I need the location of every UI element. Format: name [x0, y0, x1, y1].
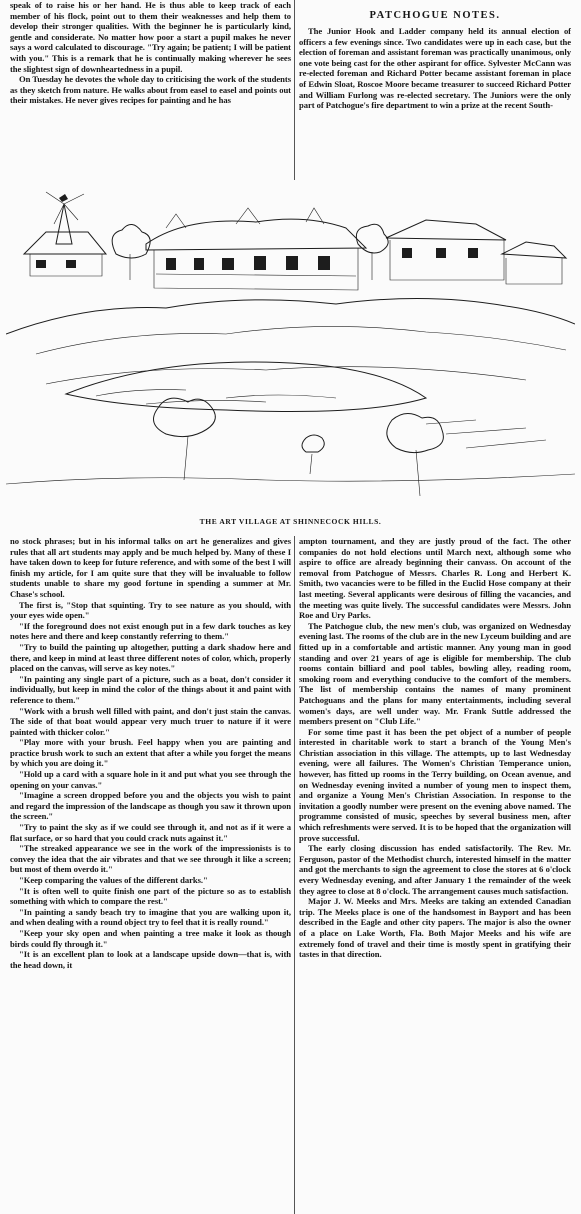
paragraph: no stock phrases; but in his informal talks on art he generalizes and gives rules that all art students may apply and be much helped by. Many of these I have taken down to keep for future reference, and with some of the best I will finish my article, for I am quite sure that they will be invaluable to follow students unable to share my good fortune in spending a summer at Mr. Chase's school.: [10, 536, 291, 599]
paragraph: "Try to build the painting up altogether, putting a dark shadow here and there, and keep in mind at least three different notes of color, which, properly placed on the canvas, will serve as key notes.": [10, 641, 291, 674]
tree-clumps: [112, 224, 388, 280]
paragraph: "Try to paint the sky as if we could see through it, and not as if it were a flat surface, or so hard that you could crack nuts against it.": [10, 822, 291, 843]
paragraph: The early closing discussion has ended satisfactorily. The Rev. Mr. Ferguson, pastor of the Methodist church, interested himself in the matter and got the merchants to sign the agreement to close the stores at 6 o'clock every Wednesday evening, and after January 1 the remainder of the week they agree to close at 8 o'clock. The arrangement causes much satisfaction.: [299, 843, 571, 896]
article-continued-top-left: [10, 0, 291, 178]
paragraph: "Hold up a card with a square hole in it and put what you see through the opening on your canvas.": [10, 769, 291, 790]
section-heading: PATCHOGUE NOTES.: [369, 10, 501, 21]
paragraph: "Play more with your brush. Feel happy when you are painting and practice brush work to such an extent that after a while you forget the means by which you are doing it.": [10, 737, 291, 769]
paragraph: On Tuesday he devotes the whole day to criticising the work of the students as they sketch from nature. He walks about from easel to easel and points out their mistakes. He never gives recipes for painting and he has: [10, 74, 291, 106]
paragraph: "If the foreground does not exist enough put in a few dark touches as key notes here and there and keep constantly referring to them.": [10, 620, 291, 642]
column-rule: [294, 0, 295, 180]
paragraph: Major J. W. Meeks and Mrs. Meeks are taking an extended Canadian trip. The Meeks place is one of the handsomest in Bayport and has been described in the Eagle and other city papers. The major is also the owner of a place on Lake Worth, Fla. Both Major Meeks and his wife are extremely fond of travel and their time is mostly spent in gratifying their tastes in that direction.: [299, 896, 571, 960]
paragraph: "It is an excellent plan to look at a landscape upside down—that is, with the head down, it: [10, 949, 291, 970]
paragraph: The first is, "Stop that squinting. Try to see nature as you should, with your eyes wide open.": [10, 599, 291, 621]
illustration-caption: THE ART VILLAGE AT SHINNECOCK HILLS.: [199, 517, 382, 526]
art-village-illustration: [6, 184, 575, 514]
paragraph: "It is often well to quite finish one part of the picture so as to establish something with which to compare the rest.": [10, 885, 291, 907]
paragraph: "In painting a sandy beach try to imagine that you are walking upon it, and when dealing with a round object try to feel that it is really round.": [10, 906, 291, 928]
paragraph: "Keep your sky open and when painting a tree make it look as though birds could fly through it.": [10, 927, 291, 949]
paragraph: "Imagine a screen dropped before you and the objects you wish to paint and regard the impression of the landscape as though you saw it thrown upon the screen.": [10, 790, 291, 822]
paragraph: "In painting any single part of a picture, such as a boat, don't consider it individually, but keep in mind the color of the things about it and paint with reference to them.": [10, 673, 291, 705]
article-bottom-left: [10, 536, 291, 1214]
paragraph: ampton tournament, and they are justly proud of the fact. The other companies do not hold elections until March next, although some who aspire to office are already beginning their canvass. On account of the removal from Patchogue of Messrs. Charles R. Long and Herbert K. Smith, two vacancies were to be filled in the Euclid Hose company at their last meeting. Several applicants were desirous of filling the vacancies, and the meeting was quite lively. The successful candidates were Messrs. John Roe and Ury Parks.: [299, 536, 571, 621]
windmill-drawing: [46, 192, 84, 244]
paragraph: The Junior Hook and Ladder company held its annual election of officers a few evenings since. Two candidates were up in each case, but the election of foreman and assistant foreman was practically unanimous, only one vote being cast for the other aspirant for office. Sylvester McCann was re-elected foreman and Richard Potter became assistant foreman in place of Edwin Sloat, Roscoe Moore became treasurer to succeed Richard Potter and William Furlong was re-elected secretary. The Juniors were the only part of Patchogue's fire department to win a prize at the recent South-: [299, 26, 571, 111]
column-rule: [294, 536, 295, 1214]
patchogue-notes-top: [299, 8, 571, 180]
patchogue-notes-continued: [299, 536, 571, 1214]
paragraph: The Patchogue club, the new men's club, was organized on Wednesday evening last. The rooms of the club are in the new Lyceum building and are fitted up in a comfortable and artistic manner. Any young man in good standing and over 21 years of age is eligible for membership. The club rooms contain billiard and pool tables, bowling alley, reading room, smoking room and everything conducive to the comfort of the members. The list of membership contains the names of many prominent Patchoguans and the plans for many entertainments, including several women's days, are well under way. Mr. Frank Suttle addressed the members present on "Club Life.": [299, 620, 571, 727]
paragraph: "Work with a brush well filled with paint, and don't just stain the canvas. The side of that boat would appear very much truer to nature if it were painted with thicker color.": [10, 705, 291, 737]
paragraph: "The streaked appearance we see in the work of the impressionists is to convey the idea that the air vibrates and that we see through it like a screen; but most of them overdo it.": [10, 843, 291, 875]
paragraph: "Keep comparing the values of the different darks.": [19, 875, 208, 885]
paragraph: speak of to raise his or her hand. He is thus able to keep track of each member of his flock, point out to them their weaknesses and help them to develop their stronger qualities. With the beginner he is particularly kind, gentle and considerate. No matter how poor a start a pupil makes he never says a word calculated to discourage. "Try again; be patient; I will be patient with you." This is a remark that he is continually making wherever he sees the slightest sign of downheartedness in a pupil.: [10, 0, 291, 74]
paragraph: For some time past it has been the pet object of a number of people interested in charitable work to start a branch of the Young Men's Christian association in this village. The attempts, up to last Wednesday evening, were all failures. The Women's Christian Temperance union, however, has fitted up rooms in the Terry building, on Ocean avenue, and on Wednesday evening invited a number of young men to inspect them, and organize a Young Men's Christian Association. In response to the invitation a goodly number were present on the evening above named. The programme consisted of music, speeches by several business men, after which refreshments were served. It is to be hoped that the organization will prove successful.: [299, 726, 571, 843]
